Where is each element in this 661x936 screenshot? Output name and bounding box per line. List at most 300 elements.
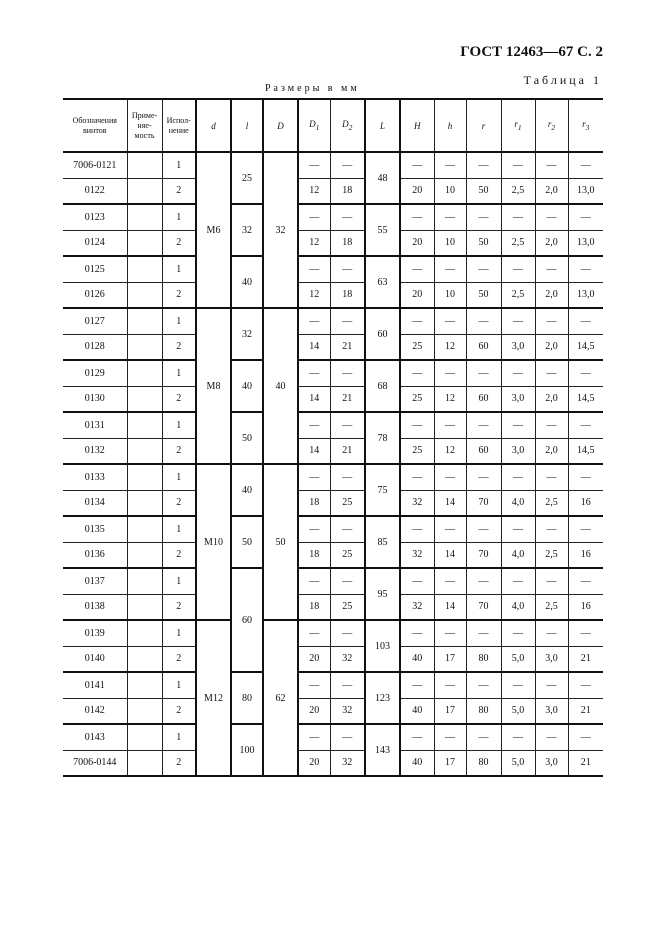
r3-cell: 14,5: [568, 438, 603, 464]
h-cell: 12: [434, 438, 466, 464]
r2-cell: 2,0: [535, 178, 568, 204]
table-row: [63, 724, 603, 750]
D1-cell: —: [298, 412, 330, 438]
designation-cell: 0130: [63, 386, 127, 412]
D2-cell: —: [330, 360, 365, 386]
r3-cell: —: [568, 412, 603, 438]
r-cell: 50: [466, 282, 501, 308]
D1-cell: 20: [298, 646, 330, 672]
D1-cell: —: [298, 308, 330, 334]
table-row: [63, 646, 603, 672]
designation-cell: 0126: [63, 282, 127, 308]
l-cell: 40: [231, 360, 263, 412]
r3-cell: 14,5: [568, 334, 603, 360]
designation-cell: 0139: [63, 620, 127, 646]
r3-cell: —: [568, 464, 603, 490]
r2-cell: —: [535, 672, 568, 698]
r2-cell: 3,0: [535, 750, 568, 776]
l-cell: 50: [231, 516, 263, 568]
D2-cell: —: [330, 724, 365, 750]
applicability-cell: [127, 412, 162, 438]
D2-cell: 21: [330, 334, 365, 360]
document-header: ГОСТ 12463—67 С. 2: [460, 44, 603, 60]
r-cell: —: [466, 360, 501, 386]
D2-cell: —: [330, 464, 365, 490]
r3-cell: 13,0: [568, 178, 603, 204]
H-cell: 40: [400, 750, 434, 776]
r1-cell: —: [501, 308, 535, 334]
table-row: [63, 152, 603, 178]
column-header: d: [196, 99, 231, 152]
H-cell: —: [400, 412, 434, 438]
H-cell: 20: [400, 282, 434, 308]
applicability-cell: [127, 152, 162, 178]
h-cell: 10: [434, 178, 466, 204]
r1-cell: —: [501, 724, 535, 750]
column-header: Приме- няе- мость: [127, 99, 162, 152]
table-row: [63, 516, 603, 542]
r3-cell: —: [568, 152, 603, 178]
table-row: [63, 594, 603, 620]
execution-cell: 1: [162, 360, 196, 386]
r-cell: 50: [466, 178, 501, 204]
r-cell: —: [466, 412, 501, 438]
r-cell: —: [466, 724, 501, 750]
r3-cell: 13,0: [568, 230, 603, 256]
H-cell: 32: [400, 594, 434, 620]
r1-cell: 3,0: [501, 438, 535, 464]
h-cell: —: [434, 308, 466, 334]
D2-cell: —: [330, 620, 365, 646]
L-cell: 143: [365, 724, 400, 776]
applicability-cell: [127, 282, 162, 308]
column-header: $r_2$: [535, 99, 568, 152]
r2-cell: —: [535, 724, 568, 750]
execution-cell: 1: [162, 568, 196, 594]
execution-cell: 2: [162, 230, 196, 256]
r-cell: 70: [466, 490, 501, 516]
applicability-cell: [127, 516, 162, 542]
D2-cell: —: [330, 568, 365, 594]
table-row: [63, 386, 603, 412]
designation-cell: 0127: [63, 308, 127, 334]
H-cell: 32: [400, 490, 434, 516]
table-row: [63, 178, 603, 204]
H-cell: 40: [400, 698, 434, 724]
r3-cell: 21: [568, 698, 603, 724]
execution-cell: 2: [162, 178, 196, 204]
designation-cell: 0123: [63, 204, 127, 230]
h-cell: —: [434, 412, 466, 438]
table-row: [63, 698, 603, 724]
r-cell: 70: [466, 594, 501, 620]
table-row: [63, 360, 603, 386]
r1-cell: 5,0: [501, 750, 535, 776]
r1-cell: —: [501, 672, 535, 698]
execution-cell: 2: [162, 594, 196, 620]
r3-cell: —: [568, 516, 603, 542]
r3-cell: —: [568, 672, 603, 698]
r1-cell: 4,0: [501, 594, 535, 620]
applicability-cell: [127, 204, 162, 230]
execution-cell: 1: [162, 308, 196, 334]
applicability-cell: [127, 620, 162, 646]
D1-cell: 14: [298, 386, 330, 412]
r3-cell: —: [568, 568, 603, 594]
d-cell: M8: [196, 308, 231, 464]
r2-cell: 3,0: [535, 646, 568, 672]
D1-cell: 20: [298, 750, 330, 776]
L-cell: 55: [365, 204, 400, 256]
designation-cell: 0129: [63, 360, 127, 386]
applicability-cell: [127, 490, 162, 516]
r2-cell: —: [535, 516, 568, 542]
h-cell: 17: [434, 750, 466, 776]
execution-cell: 2: [162, 386, 196, 412]
r1-cell: 3,0: [501, 386, 535, 412]
designation-cell: 0133: [63, 464, 127, 490]
execution-cell: 2: [162, 542, 196, 568]
table-row: [63, 308, 603, 334]
r-cell: —: [466, 152, 501, 178]
execution-cell: 2: [162, 334, 196, 360]
r1-cell: —: [501, 620, 535, 646]
H-cell: 20: [400, 230, 434, 256]
r1-cell: 2,5: [501, 178, 535, 204]
h-cell: 17: [434, 646, 466, 672]
H-cell: —: [400, 724, 434, 750]
applicability-cell: [127, 386, 162, 412]
r3-cell: —: [568, 724, 603, 750]
table-label: Таблица 1: [523, 73, 602, 87]
r-cell: 60: [466, 386, 501, 412]
r3-cell: 16: [568, 490, 603, 516]
execution-cell: 2: [162, 698, 196, 724]
L-cell: 60: [365, 308, 400, 360]
D1-cell: —: [298, 464, 330, 490]
execution-cell: 2: [162, 750, 196, 776]
designation-cell: 0138: [63, 594, 127, 620]
D2-cell: 32: [330, 698, 365, 724]
applicability-cell: [127, 464, 162, 490]
r-cell: —: [466, 620, 501, 646]
D1-cell: 12: [298, 282, 330, 308]
D2-cell: —: [330, 256, 365, 282]
r2-cell: —: [535, 568, 568, 594]
applicability-cell: [127, 256, 162, 282]
h-cell: —: [434, 724, 466, 750]
r-cell: 60: [466, 334, 501, 360]
column-header: h: [434, 99, 466, 152]
D2-cell: —: [330, 152, 365, 178]
H-cell: 25: [400, 386, 434, 412]
dimensions-table: [63, 98, 603, 777]
h-cell: —: [434, 204, 466, 230]
h-cell: —: [434, 620, 466, 646]
table-row: [63, 282, 603, 308]
r2-cell: 3,0: [535, 698, 568, 724]
r1-cell: —: [501, 152, 535, 178]
D2-cell: —: [330, 672, 365, 698]
H-cell: —: [400, 152, 434, 178]
h-cell: 12: [434, 334, 466, 360]
D2-cell: —: [330, 516, 365, 542]
designation-cell: 0137: [63, 568, 127, 594]
r-cell: —: [466, 672, 501, 698]
h-cell: —: [434, 360, 466, 386]
designation-cell: 0142: [63, 698, 127, 724]
L-cell: 68: [365, 360, 400, 412]
execution-cell: 1: [162, 204, 196, 230]
column-header: l: [231, 99, 263, 152]
D1-cell: —: [298, 516, 330, 542]
r2-cell: —: [535, 152, 568, 178]
units-caption: Размеры в мм: [265, 83, 360, 94]
d-cell: M6: [196, 152, 231, 308]
D-cell: 62: [263, 620, 298, 776]
h-cell: 10: [434, 282, 466, 308]
l-cell: 32: [231, 308, 263, 360]
r1-cell: —: [501, 204, 535, 230]
designation-cell: 0132: [63, 438, 127, 464]
r-cell: 70: [466, 542, 501, 568]
r2-cell: 2,0: [535, 386, 568, 412]
D2-cell: —: [330, 204, 365, 230]
table-row: [63, 750, 603, 776]
table-row: [63, 568, 603, 594]
table-row: [63, 230, 603, 256]
applicability-cell: [127, 698, 162, 724]
H-cell: —: [400, 464, 434, 490]
applicability-cell: [127, 178, 162, 204]
H-cell: 32: [400, 542, 434, 568]
h-cell: 10: [434, 230, 466, 256]
H-cell: —: [400, 568, 434, 594]
r-cell: —: [466, 308, 501, 334]
designation-cell: 0128: [63, 334, 127, 360]
D2-cell: 18: [330, 282, 365, 308]
D2-cell: —: [330, 308, 365, 334]
execution-cell: 1: [162, 724, 196, 750]
h-cell: —: [434, 568, 466, 594]
designation-cell: 0141: [63, 672, 127, 698]
table-row: [63, 204, 603, 230]
r3-cell: —: [568, 204, 603, 230]
D-cell: 32: [263, 152, 298, 308]
designation-cell: 0122: [63, 178, 127, 204]
execution-cell: 2: [162, 438, 196, 464]
H-cell: —: [400, 360, 434, 386]
r-cell: —: [466, 568, 501, 594]
applicability-cell: [127, 334, 162, 360]
execution-cell: 1: [162, 464, 196, 490]
r1-cell: 2,5: [501, 282, 535, 308]
L-cell: 75: [365, 464, 400, 516]
applicability-cell: [127, 230, 162, 256]
r3-cell: 13,0: [568, 282, 603, 308]
H-cell: —: [400, 256, 434, 282]
applicability-cell: [127, 308, 162, 334]
applicability-cell: [127, 568, 162, 594]
H-cell: 25: [400, 334, 434, 360]
r2-cell: 2,5: [535, 542, 568, 568]
D2-cell: 32: [330, 646, 365, 672]
l-cell: 100: [231, 724, 263, 776]
designation-cell: 0136: [63, 542, 127, 568]
D-cell: 50: [263, 464, 298, 620]
D2-cell: 18: [330, 230, 365, 256]
D1-cell: —: [298, 360, 330, 386]
table-header-row: [63, 99, 603, 152]
execution-cell: 2: [162, 646, 196, 672]
r2-cell: —: [535, 620, 568, 646]
D2-cell: 32: [330, 750, 365, 776]
D1-cell: 12: [298, 178, 330, 204]
h-cell: —: [434, 672, 466, 698]
h-cell: —: [434, 256, 466, 282]
table-row: [63, 438, 603, 464]
L-cell: 103: [365, 620, 400, 672]
l-cell: 40: [231, 256, 263, 308]
r2-cell: —: [535, 464, 568, 490]
D2-cell: —: [330, 412, 365, 438]
r-cell: 80: [466, 646, 501, 672]
column-header: $r_1$: [501, 99, 535, 152]
r1-cell: 3,0: [501, 334, 535, 360]
H-cell: 25: [400, 438, 434, 464]
h-cell: 14: [434, 542, 466, 568]
column-header: $r_3$: [568, 99, 603, 152]
r3-cell: —: [568, 308, 603, 334]
D2-cell: 25: [330, 542, 365, 568]
r1-cell: 4,0: [501, 490, 535, 516]
applicability-cell: [127, 542, 162, 568]
D-cell: 40: [263, 308, 298, 464]
execution-cell: 1: [162, 256, 196, 282]
h-cell: —: [434, 152, 466, 178]
applicability-cell: [127, 360, 162, 386]
D1-cell: 14: [298, 438, 330, 464]
h-cell: 12: [434, 386, 466, 412]
r1-cell: —: [501, 464, 535, 490]
r-cell: —: [466, 204, 501, 230]
l-cell: 50: [231, 412, 263, 464]
column-header: $D_2$: [330, 99, 365, 152]
execution-cell: 1: [162, 620, 196, 646]
applicability-cell: [127, 594, 162, 620]
r2-cell: 2,0: [535, 230, 568, 256]
r-cell: —: [466, 516, 501, 542]
r1-cell: —: [501, 516, 535, 542]
H-cell: —: [400, 516, 434, 542]
r-cell: 60: [466, 438, 501, 464]
D2-cell: 25: [330, 594, 365, 620]
h-cell: —: [434, 516, 466, 542]
L-cell: 85: [365, 516, 400, 568]
D1-cell: —: [298, 152, 330, 178]
execution-cell: 2: [162, 282, 196, 308]
H-cell: 20: [400, 178, 434, 204]
H-cell: —: [400, 672, 434, 698]
r-cell: 80: [466, 750, 501, 776]
r2-cell: 2,5: [535, 490, 568, 516]
r2-cell: 2,5: [535, 594, 568, 620]
r-cell: —: [466, 256, 501, 282]
execution-cell: 1: [162, 672, 196, 698]
column-header: H: [400, 99, 434, 152]
table-row: [63, 412, 603, 438]
L-cell: 78: [365, 412, 400, 464]
L-cell: 123: [365, 672, 400, 724]
designation-cell: 0125: [63, 256, 127, 282]
D1-cell: 14: [298, 334, 330, 360]
L-cell: 95: [365, 568, 400, 620]
h-cell: —: [434, 464, 466, 490]
D1-cell: —: [298, 620, 330, 646]
H-cell: —: [400, 308, 434, 334]
l-cell: 25: [231, 152, 263, 204]
designation-cell: 7006-0144: [63, 750, 127, 776]
r2-cell: 2,0: [535, 438, 568, 464]
D2-cell: 18: [330, 178, 365, 204]
l-cell: 80: [231, 672, 263, 724]
column-header: Испол- нение: [162, 99, 196, 152]
designation-cell: 0134: [63, 490, 127, 516]
applicability-cell: [127, 646, 162, 672]
applicability-cell: [127, 750, 162, 776]
H-cell: —: [400, 204, 434, 230]
r2-cell: —: [535, 204, 568, 230]
r3-cell: 16: [568, 594, 603, 620]
h-cell: 17: [434, 698, 466, 724]
designation-cell: 0140: [63, 646, 127, 672]
D1-cell: —: [298, 672, 330, 698]
r-cell: —: [466, 464, 501, 490]
D2-cell: 25: [330, 490, 365, 516]
r1-cell: —: [501, 360, 535, 386]
D1-cell: 20: [298, 698, 330, 724]
D1-cell: —: [298, 256, 330, 282]
r2-cell: —: [535, 412, 568, 438]
h-cell: 14: [434, 594, 466, 620]
r1-cell: —: [501, 412, 535, 438]
table-row: [63, 334, 603, 360]
table-row: [63, 464, 603, 490]
designation-cell: 0135: [63, 516, 127, 542]
applicability-cell: [127, 672, 162, 698]
column-header: Обозначения винтов: [63, 99, 127, 152]
r3-cell: 16: [568, 542, 603, 568]
applicability-cell: [127, 724, 162, 750]
r1-cell: 2,5: [501, 230, 535, 256]
l-cell: 32: [231, 204, 263, 256]
r1-cell: 4,0: [501, 542, 535, 568]
h-cell: 14: [434, 490, 466, 516]
r3-cell: —: [568, 360, 603, 386]
r-cell: 50: [466, 230, 501, 256]
column-header: $D_1$: [298, 99, 330, 152]
applicability-cell: [127, 438, 162, 464]
execution-cell: 1: [162, 412, 196, 438]
D1-cell: 18: [298, 542, 330, 568]
r1-cell: —: [501, 568, 535, 594]
table-row: [63, 620, 603, 646]
r1-cell: 5,0: [501, 698, 535, 724]
r2-cell: —: [535, 308, 568, 334]
execution-cell: 1: [162, 152, 196, 178]
D1-cell: 12: [298, 230, 330, 256]
r3-cell: —: [568, 256, 603, 282]
